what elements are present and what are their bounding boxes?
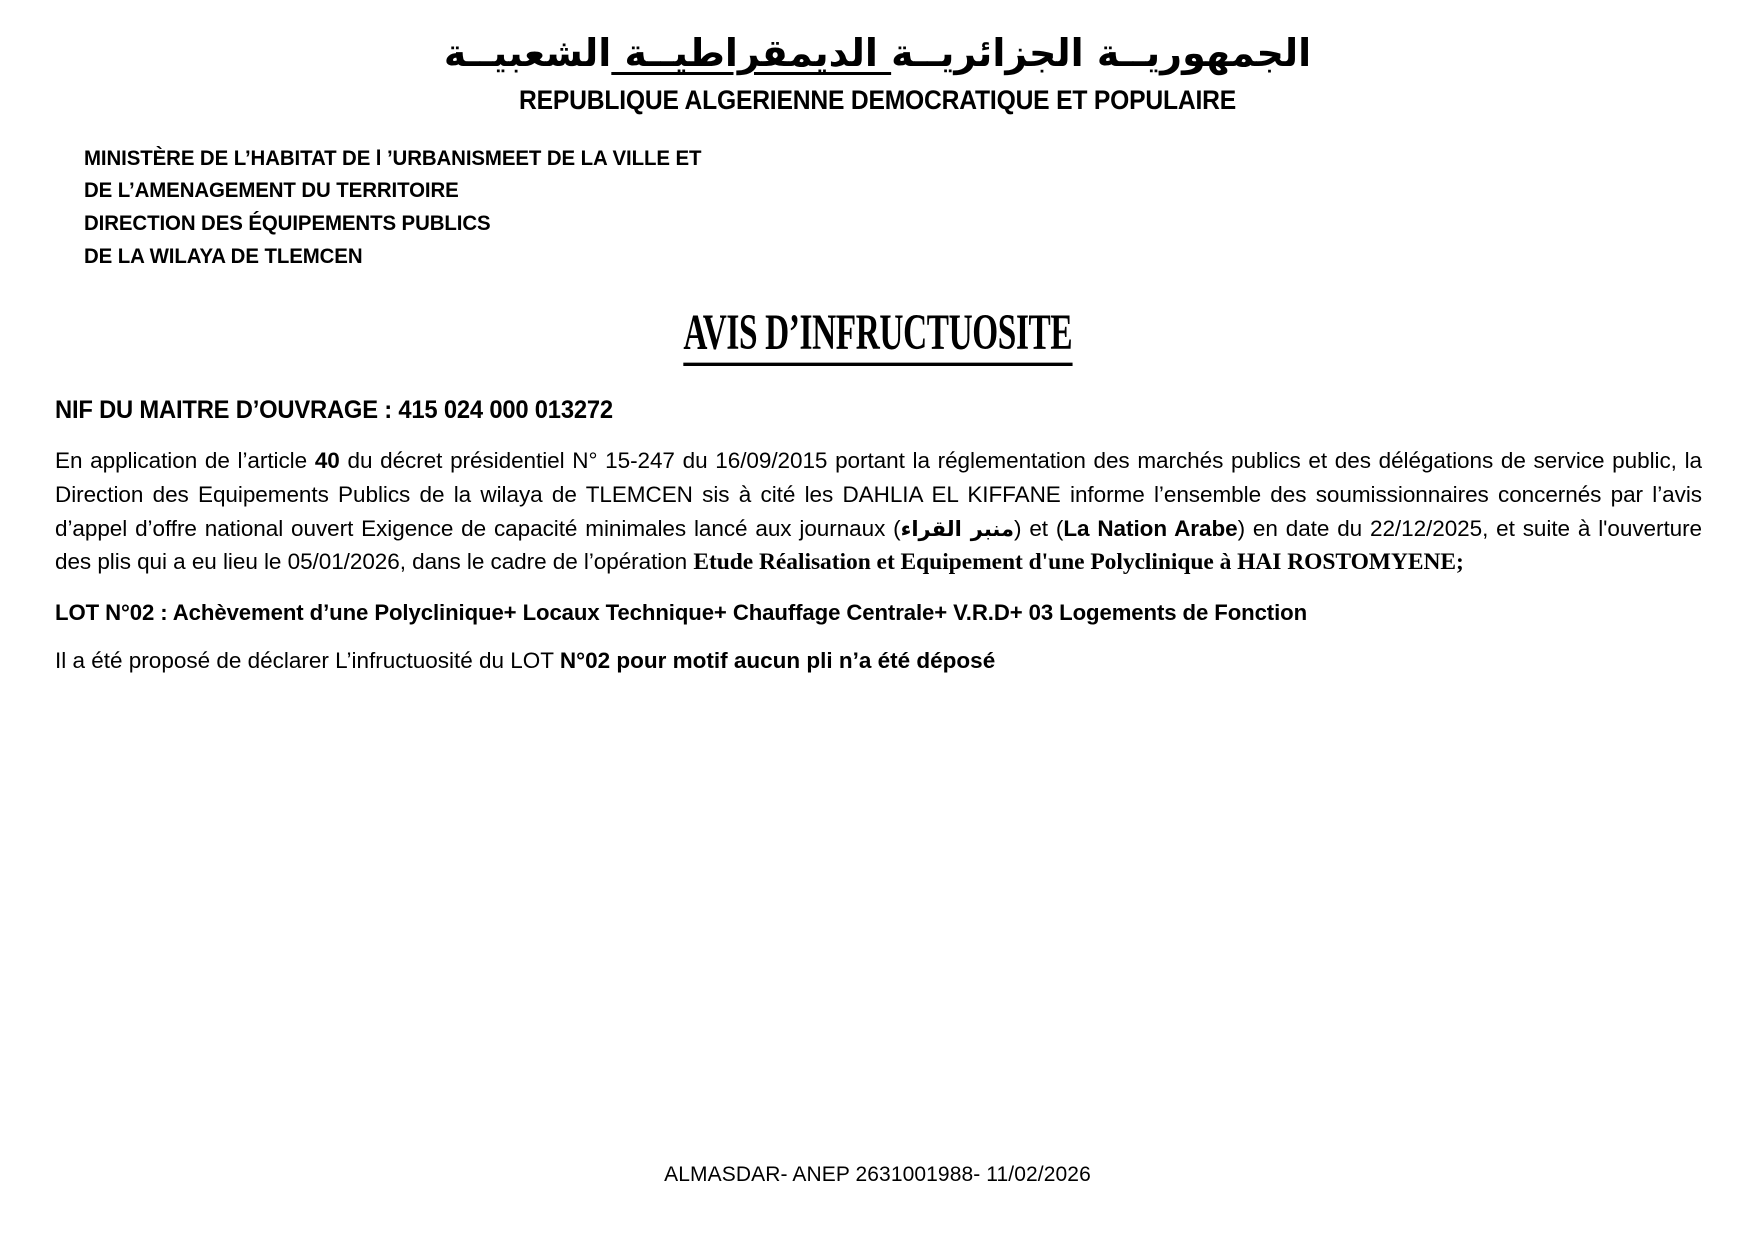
- motif-segment-2: N°02 pour motif aucun pli n’a été déposé: [559, 647, 996, 673]
- main-paragraph: [55, 444, 1702, 581]
- operation-name: Etude Réalisation et Equipement d'une Polyclinique à HAI ROSTOMYENE;: [693, 549, 1464, 576]
- ministry-line-1: MINISTÈRE DE L’HABITAT DE l ’URBANISMEET DE LA VILLE ET: [84, 145, 702, 170]
- journal-name-french: La Nation Arabe: [1063, 515, 1238, 541]
- footer-reference: ALMASDAR- ANEP 2631001988- 11/02/2026: [664, 1163, 1091, 1186]
- arabic-title-underlined-part: الديمقراطيــة: [611, 31, 892, 75]
- paragraph-segment-2: du décret présidentiel N° 15-247 du 16/09/2015 portant la réglementation des marchés publics et des délégations de service public, la Direction des Equipements Publics de la wilaya de TLEMCEN sis à cité les DAHLIA EL KIFFANE informe l’ensemble des soumissionnaires concernés par l’avis d’appel d’offre national ouvert Exigence de capacité minimales lancé aux journaux (: [55, 448, 1702, 541]
- document-title-row: [0, 304, 1755, 366]
- article-number: 40: [314, 448, 340, 474]
- document-header: [0, 0, 1755, 116]
- motif-line: [55, 648, 1702, 674]
- motif-segment-1: Il a été proposé de déclarer L’infructuosité du LOT: [55, 647, 560, 673]
- arabic-republic-title: [0, 30, 1755, 78]
- paragraph-segment-1: En application de l’article: [55, 448, 315, 474]
- arabic-title-part1: الجمهوريــة الجزائريــة: [891, 31, 1312, 75]
- journal-name-arabic: منبر القراء: [900, 516, 1014, 541]
- ministry-block: [84, 142, 1755, 273]
- arabic-title-part2: الشعبيــة: [443, 31, 612, 75]
- republic-line: REPUBLIQUE ALGERIENNE DEMOCRATIQUE ET POPULAIRE: [519, 84, 1236, 115]
- ministry-line-4: DE LA WILAYA DE TLEMCEN: [84, 243, 363, 268]
- ministry-line-2: DE L’AMENAGEMENT DU TERRITOIRE: [84, 178, 459, 203]
- lot-line: LOT N°02 : Achèvement d’une Polyclinique+ Locaux Technique+ Chauffage Centrale+ V.R.D+ 03 Logements de Fonction: [55, 599, 1308, 625]
- ministry-line-3: DIRECTION DES ÉQUIPEMENTS PUBLICS: [84, 210, 491, 235]
- paragraph-segment-3: ) et (: [1014, 515, 1064, 541]
- paragraph-segment-4: ) en date du 22/12/2025, et suite à l'ouverture des plis qui a eu lieu le 05/01/2026, dans le cadre de l’opération: [55, 515, 1703, 575]
- nif-line: NIF DU MAITRE D’OUVRAGE : 415 024 000 013272: [55, 396, 613, 425]
- page-title: AVIS D’INFRUCTUOSITE: [683, 303, 1072, 366]
- document-body: [55, 396, 1702, 674]
